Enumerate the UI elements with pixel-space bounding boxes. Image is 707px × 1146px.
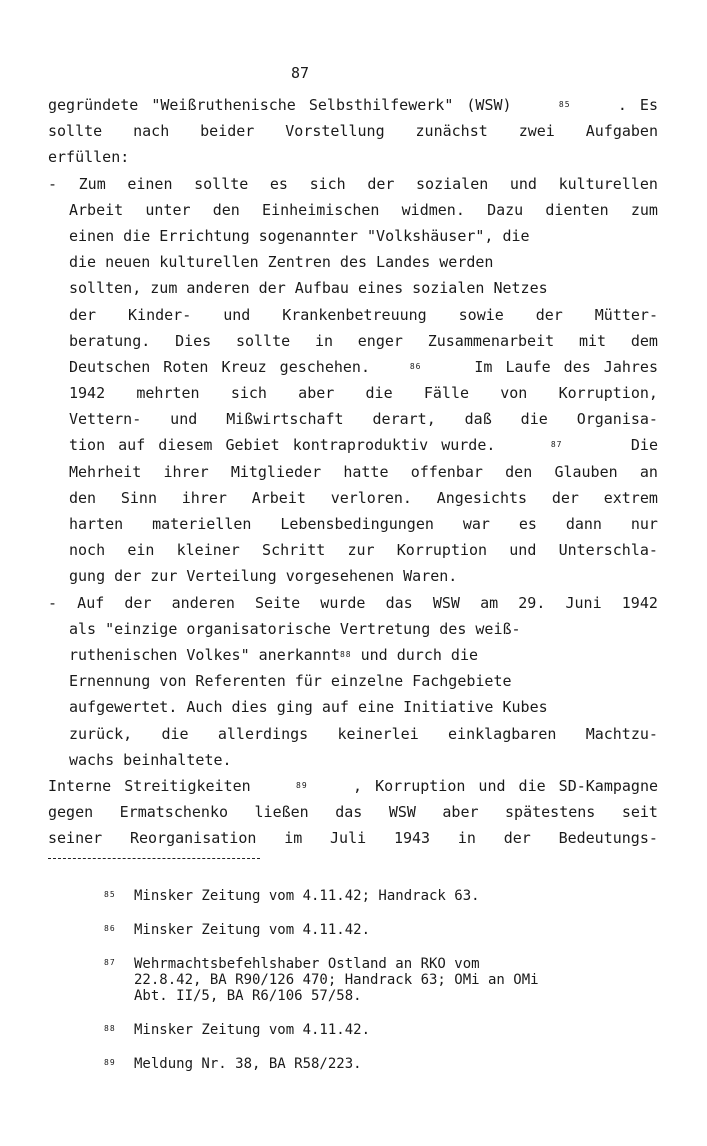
footnote-number: 86	[104, 924, 116, 933]
text-run: Mehrheit ihrer Mitglieder hatte offenbar den Glauben an	[69, 462, 658, 481]
footnote	[104, 1056, 684, 1072]
text-line	[48, 275, 658, 301]
text-run: Die	[617, 436, 658, 455]
text-run: erfüllen:	[48, 148, 130, 167]
footnote-text: Meldung Nr. 38, BA R58/223.	[134, 1056, 362, 1072]
text-line	[48, 92, 658, 118]
text-run: Interne Streitigkeiten	[48, 776, 251, 795]
footnote-text: Minsker Zeitung vom 4.11.42; Handrack 63.	[134, 888, 480, 904]
text-line	[48, 747, 658, 773]
text-run: Ernennung von Referenten für einzelne Fachgebiete	[69, 672, 512, 691]
text-run: sollten, zum anderen der Aufbau eines sozialen Netzes	[69, 279, 548, 298]
text-line	[48, 773, 658, 799]
text-run: - Zum einen sollte es sich der sozialen und kulturellen	[48, 174, 658, 193]
text-run: als "einzige organisatorische Vertretung des weiß-	[69, 619, 521, 638]
text-line	[48, 721, 658, 747]
text-run: aufgewertet. Auch dies ging auf eine Initiative Kubes	[69, 698, 548, 717]
text-run: gegen Ermatschenko ließen das WSW aber spätestens seit	[48, 803, 658, 822]
text-line	[48, 537, 658, 563]
text-run: zurück, die allerdings keinerlei einklagbaren Machtzu-	[69, 724, 658, 743]
text-line	[48, 197, 658, 223]
text-line	[48, 354, 658, 380]
text-run: Arbeit unter den Einheimischen widmen. Dazu dienten zum	[69, 200, 658, 219]
footnote-number: 89	[104, 1058, 116, 1067]
text-line	[48, 616, 658, 642]
footnote-reference: 87	[550, 440, 563, 450]
text-run: sollte nach beider Vorstellung zunächst zwei Aufgaben	[48, 122, 658, 141]
text-line	[48, 223, 658, 249]
text-run: tion auf diesem Gebiet kontraproduktiv wurde.	[69, 436, 496, 455]
text-run: gung der zur Verteilung vorgesehenen Waren.	[69, 567, 458, 586]
text-line	[48, 694, 658, 720]
footnote-number: 88	[104, 1024, 116, 1033]
text-run: seiner Reorganisation im Juli 1943 in der Bedeutungs-	[48, 829, 658, 848]
footnote	[104, 922, 684, 938]
text-run: . Es	[617, 96, 658, 114]
text-run: wachs beinhaltete.	[69, 750, 232, 769]
text-run: die neuen kulturellen Zentren des Landes werden	[69, 253, 494, 272]
text-line	[48, 485, 658, 511]
text-line	[48, 459, 658, 485]
text-line	[48, 590, 658, 616]
text-run: der Kinder- und Krankenbetreuung sowie der Mütter-	[69, 305, 658, 324]
text-run: und durch die	[351, 645, 479, 664]
footnote	[104, 1022, 684, 1038]
text-line	[48, 432, 658, 458]
footnote-text: Minsker Zeitung vom 4.11.42.	[134, 922, 371, 938]
text-line	[48, 171, 658, 197]
text-run: den Sinn ihrer Arbeit verloren. Angesichts der extrem	[69, 488, 658, 507]
text-line	[48, 144, 658, 170]
text-run: einen die Errichtung sogenannter "Volkshäuser", die	[69, 226, 530, 245]
footnote-number: 87	[104, 958, 116, 967]
footnote-reference: 89	[296, 780, 308, 790]
text-run: ruthenischen Volkes" anerkannt	[69, 645, 340, 664]
text-run: noch ein kleiner Schritt zur Korruption und Unterschla-	[69, 541, 658, 560]
text-run: Deutschen Roten Kreuz geschehen.	[69, 357, 370, 376]
text-run: Vettern- und Mißwirtschaft derart, daß die Organisa-	[69, 410, 658, 429]
text-run: 1942 mehrten sich aber die Fälle von Korruption,	[69, 384, 658, 403]
footnote-number: 85	[104, 890, 116, 899]
text-line	[48, 642, 658, 668]
text-line	[48, 511, 658, 537]
text-line	[48, 249, 658, 275]
text-line	[48, 328, 658, 354]
footnote	[104, 888, 684, 904]
text-line	[48, 380, 658, 406]
footnote-text: Wehrmachtsbefehlshaber Ostland an RKO vom 22.8.42, BA R90/126 470; Handrack 63; OMi an OMi Abt. II/5, BA R6/106 57/58.	[134, 956, 539, 1004]
body-text	[48, 92, 658, 851]
footnotes	[104, 888, 684, 1090]
text-run: harten materiellen Lebensbedingungen war es dann nur	[69, 515, 658, 533]
footnote-reference: 88	[339, 649, 352, 659]
text-line	[48, 302, 658, 328]
footnote-separator	[48, 858, 260, 859]
footnote-text: Minsker Zeitung vom 4.11.42.	[134, 1022, 371, 1038]
page-number: 87	[290, 64, 310, 82]
text-run: Im Laufe des Jahres	[461, 357, 658, 376]
text-line	[48, 668, 658, 694]
text-line	[48, 799, 658, 825]
text-run: , Korruption und die SD-Kampagne	[353, 776, 658, 795]
text-line	[48, 563, 658, 589]
text-run: beratung. Dies sollte in enger Zusammenarbeit mit dem	[69, 331, 658, 350]
footnote	[104, 956, 684, 1004]
footnote-reference: 86	[409, 361, 422, 371]
text-line	[48, 118, 658, 144]
text-line	[48, 406, 658, 432]
text-line	[48, 825, 658, 851]
text-run: gegründete "Weißruthenische Selbsthilfewerk" (WSW)	[48, 96, 512, 114]
footnote-reference: 85	[558, 100, 571, 109]
text-run: - Auf der anderen Seite wurde das WSW am 29. Juni 1942	[48, 593, 658, 612]
